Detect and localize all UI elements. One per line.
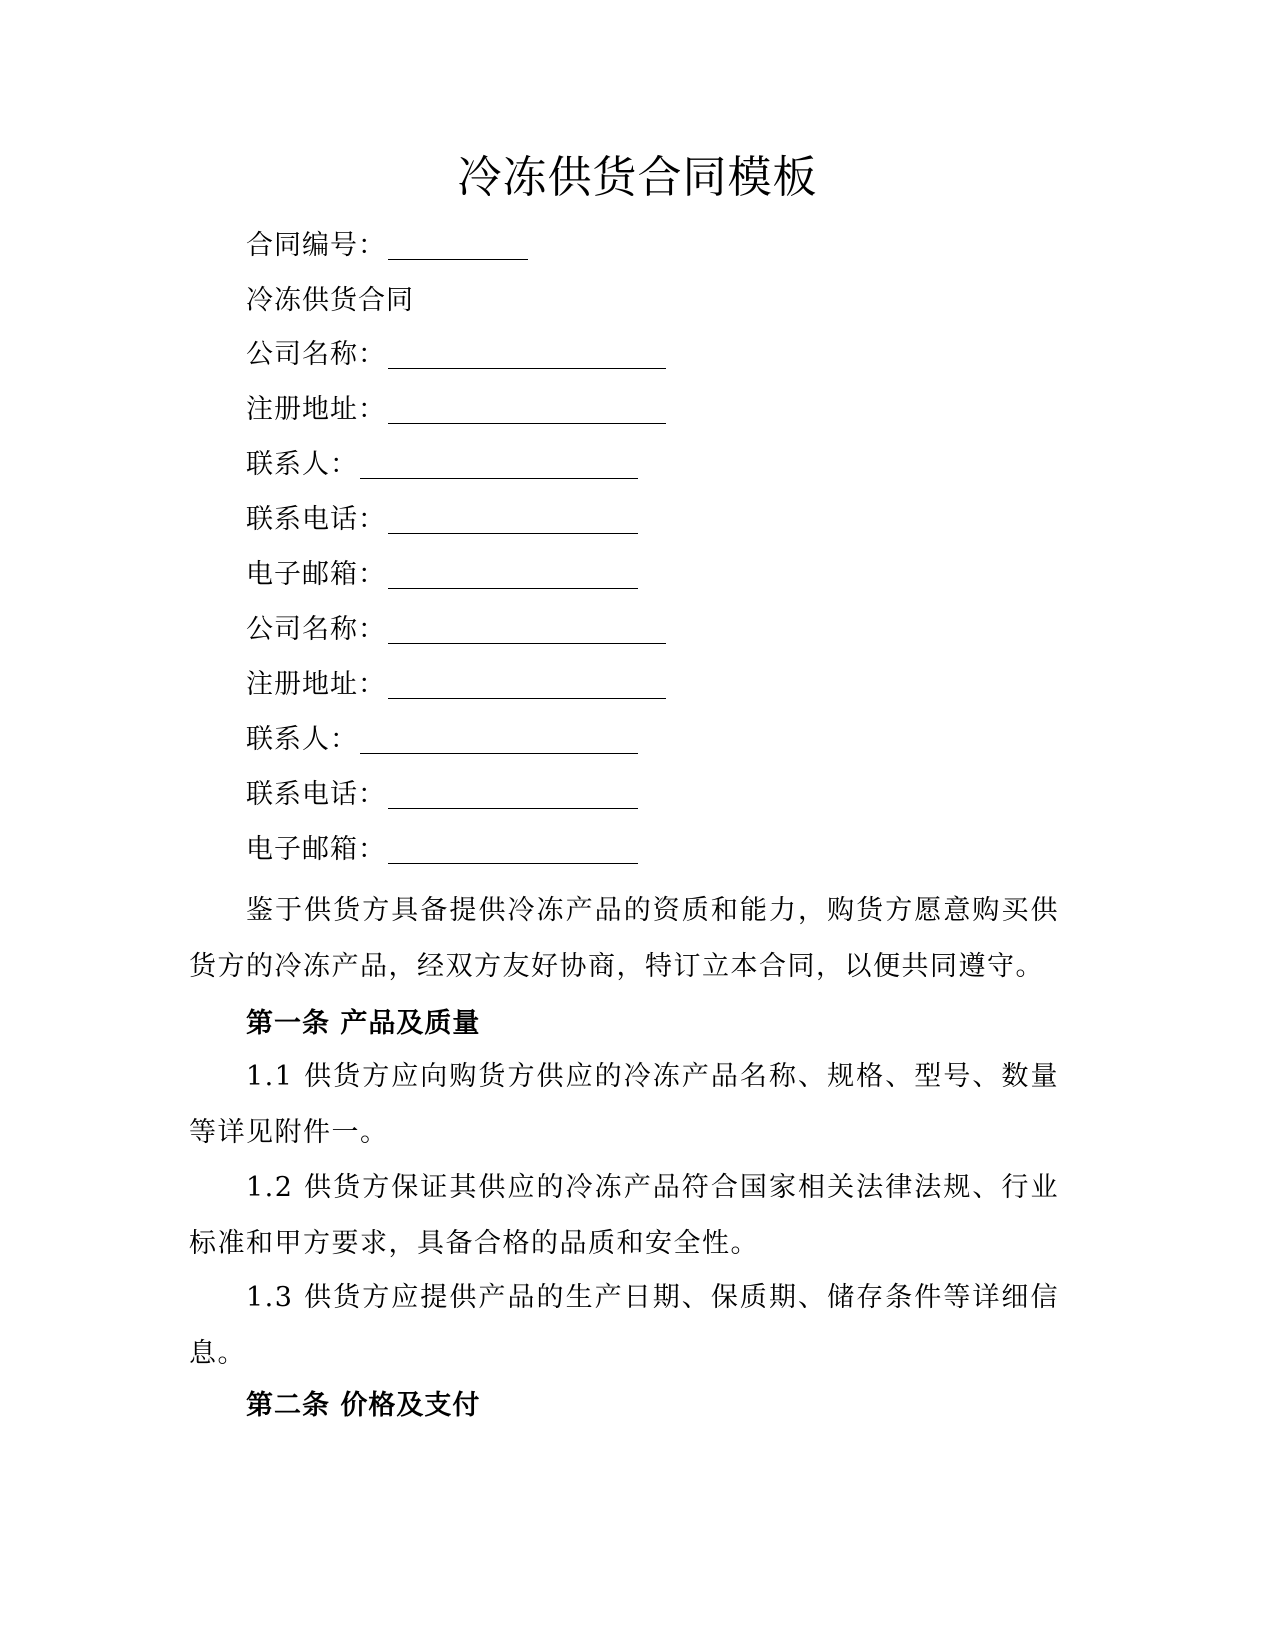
party-a-contact-row <box>246 445 638 485</box>
party-a-address-row <box>246 390 666 430</box>
party-a-email-row <box>246 555 638 595</box>
party-b-address-label: 注册地址： <box>246 669 386 700</box>
party-b-address-blank[interactable] <box>388 668 666 699</box>
party-b-company-label: 公司名称： <box>246 614 386 645</box>
preamble-paragraph: 鉴于供货方具备提供冷冻产品的资质和能力，购货方愿意购买供货方的冷冻产品，经双方友好协商，特订立本合同，以便共同遵守。 <box>189 895 1059 982</box>
party-b-email-row <box>246 830 638 870</box>
party-b-company-row <box>246 610 666 650</box>
clause-1-1: 1.1 供货方应向购货方供应的冷冻产品名称、规格、型号、数量等详见附件一。 <box>189 1061 1059 1148</box>
document-title: 冷冻供货合同模板 <box>457 152 818 203</box>
party-b-phone-row <box>246 775 638 815</box>
party-a-address-label: 注册地址： <box>246 394 386 425</box>
party-b-contact-label: 联系人： <box>246 724 358 755</box>
party-a-contact-label: 联系人： <box>246 449 358 480</box>
party-a-email-label: 电子邮箱： <box>246 559 386 590</box>
article-2-heading: 第二条 价格及支付 <box>246 1390 481 1421</box>
party-a-company-row <box>246 335 666 375</box>
party-b-company-blank[interactable] <box>388 613 666 644</box>
party-a-phone-blank[interactable] <box>388 503 638 534</box>
contract-number-label: 合同编号： <box>246 230 386 261</box>
party-b-contact-blank[interactable] <box>360 723 638 754</box>
party-a-address-blank[interactable] <box>388 393 666 424</box>
clause-1-2: 1.2 供货方保证其供应的冷冻产品符合国家相关法律法规、行业标准和甲方要求，具备合格的品质和安全性。 <box>189 1172 1059 1259</box>
contract-subtitle: 冷冻供货合同 <box>246 285 414 316</box>
party-a-company-label: 公司名称： <box>246 339 386 370</box>
party-b-phone-label: 联系电话： <box>246 779 386 810</box>
party-a-contact-blank[interactable] <box>360 448 638 479</box>
party-b-contact-row <box>246 720 638 760</box>
party-a-email-blank[interactable] <box>388 558 638 589</box>
party-b-email-blank[interactable] <box>388 833 638 864</box>
article-1-heading: 第一条 产品及质量 <box>246 1008 481 1039</box>
contract-number-blank[interactable] <box>388 229 528 260</box>
clause-1-3: 1.3 供货方应提供产品的生产日期、保质期、储存条件等详细信息。 <box>189 1282 1059 1369</box>
contract-number-row <box>246 226 528 266</box>
party-a-phone-row <box>246 500 638 540</box>
party-b-email-label: 电子邮箱： <box>246 834 386 865</box>
party-a-company-blank[interactable] <box>388 338 666 369</box>
party-b-address-row <box>246 665 666 705</box>
party-b-phone-blank[interactable] <box>388 778 638 809</box>
party-a-phone-label: 联系电话： <box>246 504 386 535</box>
